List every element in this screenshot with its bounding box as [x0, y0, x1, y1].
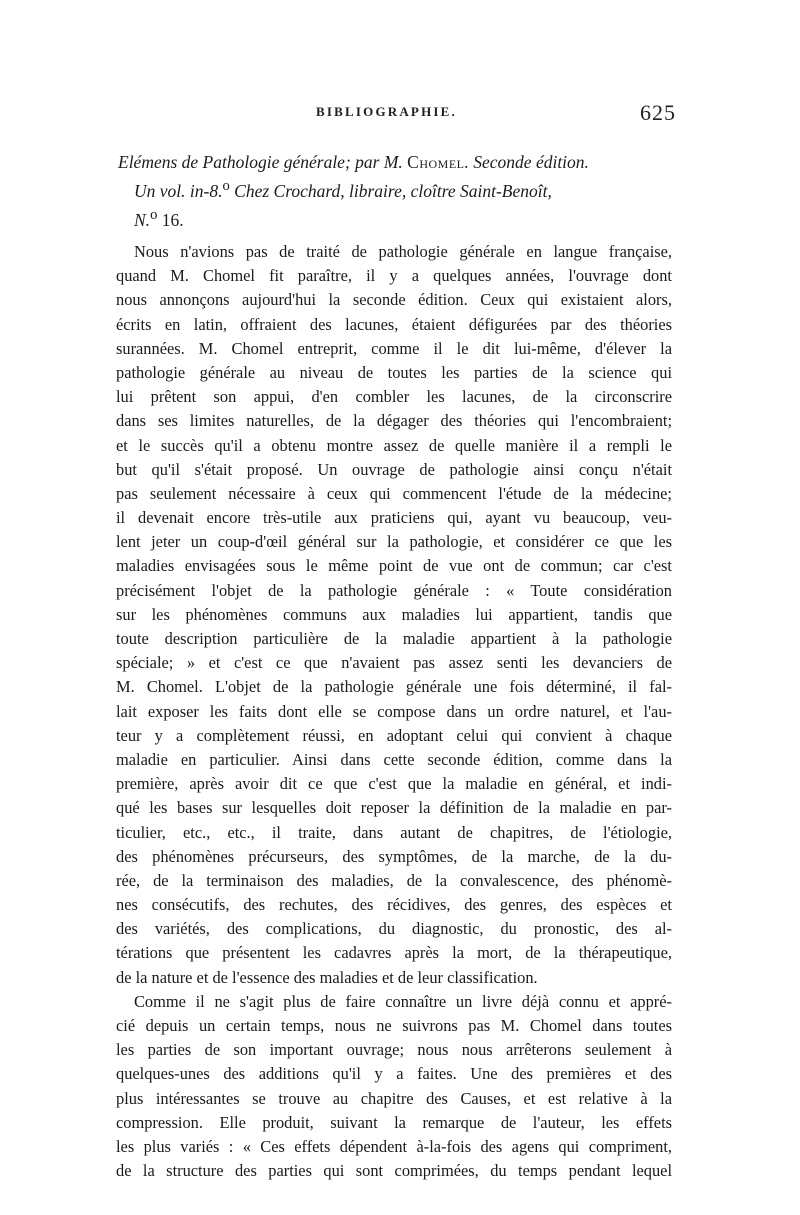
body-line: les plus variés : « Ces effets dépendent à-la-fois des agens qui compriment, [116, 1136, 672, 1156]
citation-line-1 [118, 150, 674, 174]
body-line: nous annonçons aujourd'hui la seconde édition. Ceux qui existaient alors, [116, 290, 672, 310]
citation-line-3 [118, 203, 674, 232]
citation-title: Elémens de Pathologie générale; par M. [118, 152, 408, 172]
citation-author: Chomel [407, 152, 465, 172]
body-line: quelques-unes des additions qu'il y a faites. Une des premières et des [116, 1064, 672, 1084]
body-line: de la nature et de l'essence des maladies et de leur classification. [116, 967, 538, 987]
body-line: écrits en latin, offraient des lacunes, étaient défigurées par des théories [116, 314, 672, 334]
body-line: but qu'il s'était proposé. Un ouvrage de pathologie ainsi conçu n'était [116, 459, 672, 479]
citation-format-sup: o [222, 178, 230, 194]
citation-line-2 [118, 174, 674, 203]
body-line: première, après avoir dit ce que c'est que la maladie en général, et indi- [116, 774, 672, 794]
body-line: des phénomènes précurseurs, des symptômes, de la marche, de la du- [116, 846, 672, 866]
citation-number-sup: o [150, 206, 158, 223]
body-line: maladie en particulier. Ainsi dans cette seconde édition, comme dans la [116, 749, 672, 769]
body-line: térations que présentent les cadavres après la mort, de la thérapeutique, [116, 943, 672, 963]
citation-number: 16. [157, 209, 184, 230]
body-line: Nous n'avions pas de traité de pathologie générale en langue française, [134, 242, 672, 261]
body-line: Comme il ne s'agit plus de faire connaître un livre déjà connu et appré- [134, 991, 672, 1011]
body-line: précisément l'objet de la pathologie générale : « Toute considération [116, 580, 672, 600]
body-line: il devenait encore très-utile aux praticiens qui, ayant vu beaucoup, veu- [116, 508, 672, 528]
running-title: BIBLIOGRAPHIE. [316, 104, 457, 119]
body-line: et le succès qu'il a obtenu montre assez de quelle manière il a rempli le [116, 435, 672, 455]
bibliographic-citation [118, 150, 674, 232]
body-line: dans ses limites naturelles, de la dégager des théories qui l'encombraient; [116, 411, 672, 431]
review-body [116, 240, 672, 1183]
body-line: cié depuis un certain temps, nous ne suivrons pas M. Chomel dans toutes [116, 1016, 672, 1035]
body-line: compression. Elle produit, suivant la remarque de l'auteur, les effets [116, 1112, 672, 1132]
body-line: rée, de la terminaison des maladies, de la convalescence, des phénomè- [116, 870, 672, 890]
body-line: plus intéressantes se trouve au chapitre des Causes, et est relative à la [116, 1088, 672, 1108]
body-line: des variétés, des complications, du diagnostic, du pronostic, des al- [116, 919, 672, 939]
body-line: spéciale; » et c'est ce que n'avaient pas assez senti les devanciers de [116, 653, 672, 673]
citation-format: Un vol. in-8. [134, 180, 223, 201]
citation-edition: . Seconde édition. [464, 152, 589, 172]
body-line: surannées. M. Chomel entreprit, comme il le dit lui-même, d'élever la [116, 338, 672, 358]
body-line: les parties de son important ouvrage; nous nous arrêterons seulement à [116, 1040, 672, 1060]
body-line: pathologie générale au niveau de toutes les parties de la science qui [116, 362, 672, 382]
body-line: toute description particulière de la maladie appartient à la pathologie [116, 629, 672, 648]
body-line: lait exposer les faits dont elle se compose dans un ordre naturel, et l'au- [116, 701, 672, 721]
body-line: lui prêtent son appui, d'en combler les lacunes, de la circonscrire [116, 387, 672, 407]
citation-publisher: Chez Crochard, libraire, cloître Saint-Benoît, [229, 180, 552, 201]
body-line: de la structure des parties qui sont comprimées, du temps pendant lequel [116, 1161, 672, 1181]
body-line: maladies envisagées sous le même point de vue ont de commun; car c'est [116, 556, 672, 576]
body-line: nes consécutifs, des rechutes, des récidives, des genres, des espèces et [116, 895, 672, 915]
body-line: quand M. Chomel fit paraître, il y a quelques années, l'ouvrage dont [116, 266, 672, 286]
body-line: teur y a complètement réussi, en adoptant celui qui convient à chaque [116, 725, 672, 745]
body-line: ticulier, etc., etc., il traite, dans autant de chapitres, de l'étiologie, [116, 822, 672, 842]
body-line: sur les phénomènes communs aux maladies lui appartient, tandis que [116, 604, 672, 624]
body-line: qué les bases sur lesquelles doit reposer la définition de la maladie en par- [116, 798, 672, 818]
page-number: 625 [640, 100, 676, 125]
citation-number-label: N. [134, 209, 151, 230]
body-line: M. Chomel. L'objet de la pathologie générale une fois déterminé, il fal- [116, 677, 672, 697]
running-head [116, 100, 676, 126]
body-line: lent jeter un coup-d'œil général sur la pathologie, et considérer ce que les [116, 532, 672, 552]
body-line: pas seulement nécessaire à ceux qui commencent l'étude de la médecine; [116, 483, 672, 503]
